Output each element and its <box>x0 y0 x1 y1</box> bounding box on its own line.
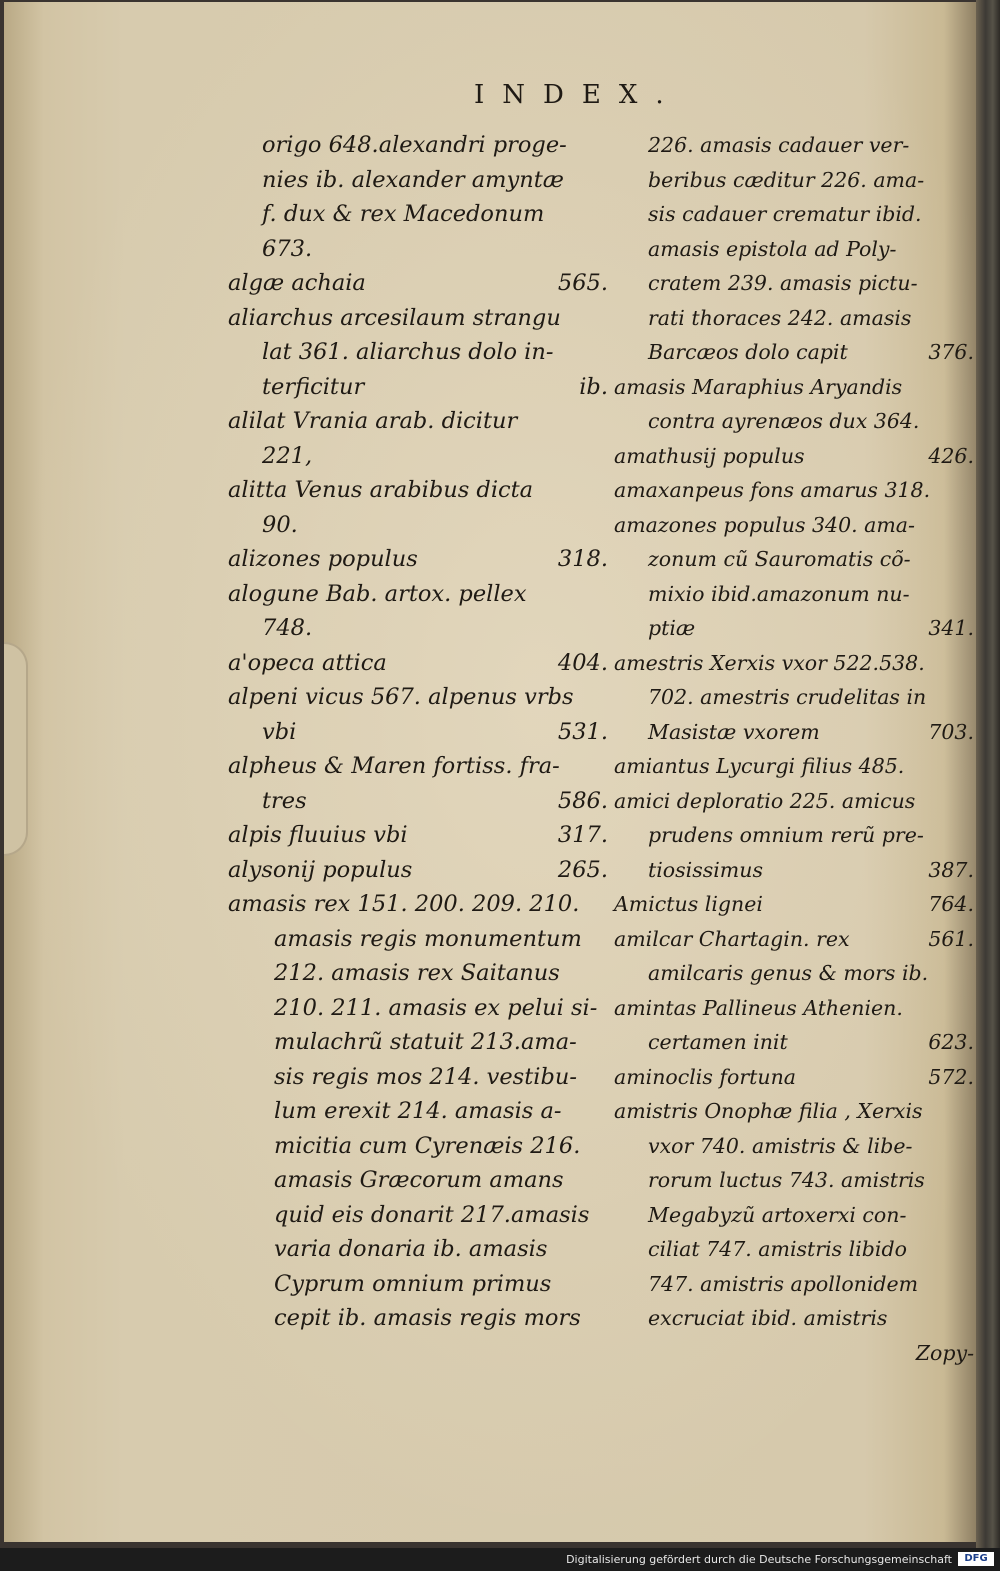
index-entry-line <box>228 197 608 232</box>
index-entry-text: f. dux & rex Macedonum <box>262 201 545 227</box>
index-entry-line <box>614 715 974 750</box>
index-entry-line <box>228 715 608 750</box>
index-entry-line <box>228 818 608 853</box>
index-entry-text: Barcæos dolo capit <box>648 340 848 364</box>
index-entry-text: 748. <box>262 615 313 641</box>
index-entry-text: a'opeca attica <box>228 649 387 676</box>
index-entry-text: cratem 239. amasis pictu- <box>648 271 918 295</box>
index-entry-text: 226. amasis cadauer ver- <box>648 133 910 157</box>
index-entry-text: alpeni vicus 567. alpenus vrbs <box>228 684 574 710</box>
index-entry-text: Cyprum omnium primus <box>274 1270 552 1297</box>
index-entry-line <box>614 680 964 715</box>
index-entry-line <box>614 508 964 543</box>
index-entry-line <box>614 1336 974 1371</box>
index-entry-text: amaxanpeus fons amarus 318. <box>614 478 931 502</box>
index-entry-text: Zopy- <box>915 1340 974 1365</box>
index-entry-text: 702. amestris crudelitas in <box>648 685 927 709</box>
index-entry-line <box>228 335 608 370</box>
index-entry-line <box>614 301 964 336</box>
index-entry-line <box>614 611 974 646</box>
index-entry-text: 673. <box>262 235 313 262</box>
index-entry-text: lum erexit 214. amasis a- <box>274 1098 562 1124</box>
index-entry-text: nies ib. alexander amyntæ <box>262 166 564 193</box>
index-entry-text: tiosissimus <box>648 857 763 882</box>
index-entry-text: amintas Pallineus Athenien. <box>614 995 903 1020</box>
index-entry-text: alizones populus <box>228 546 418 572</box>
index-entry-text: mulachrũ statuit 213.ama- <box>274 1029 577 1055</box>
index-entry-line <box>228 404 608 439</box>
footer-bar <box>0 1548 1000 1571</box>
footer-credit: Digitalisierung gefördert durch die Deutsche Forschungsgemeinschaft <box>566 1553 952 1566</box>
index-entry-line <box>614 1163 964 1198</box>
index-entry-line <box>614 1198 964 1233</box>
index-entry-text: amiantus Lycurgi filius 485. <box>614 754 905 778</box>
index-entry-page-number: 318. <box>557 546 608 572</box>
index-entry-line <box>614 1025 974 1060</box>
index-entry-text: alitta Venus arabibus dicta <box>228 477 534 503</box>
index-entry-line <box>614 784 964 819</box>
index-entry-page-number: 404. <box>557 649 608 676</box>
index-entry-line <box>228 473 608 508</box>
index-entry-line <box>228 887 608 922</box>
index-entry-line <box>228 749 608 784</box>
index-entry-text: varia donaria ib. amasis <box>274 1236 548 1262</box>
index-entry-text: sis regis mos 214. vestibu- <box>274 1063 577 1090</box>
index-entry-line <box>228 232 608 267</box>
index-column-right <box>614 128 974 1370</box>
index-entry-text: 221, <box>262 442 313 469</box>
index-entry-text: certamen init <box>648 1030 788 1054</box>
index-entry-text: rorum luctus 743. amistris <box>648 1168 925 1192</box>
index-entry-line <box>614 956 964 991</box>
index-entry-page-number: 341. <box>928 616 974 640</box>
index-entry-page-number: 387. <box>928 857 974 882</box>
index-entry-line <box>614 853 974 888</box>
index-entry-line <box>614 266 964 301</box>
index-entry-text: micitia cum Cyrenæis 216. <box>274 1132 581 1159</box>
index-entry-line <box>614 473 964 508</box>
index-entry-text: amasis epistola ad Poly- <box>648 236 897 261</box>
index-entry-line <box>614 370 964 405</box>
index-entry-line <box>228 680 608 715</box>
index-entry-text: amistris Onophæ filia , Xerxis <box>614 1099 923 1123</box>
index-entry-line <box>228 853 608 888</box>
index-entry-text: amilcaris genus & mors ib. <box>648 961 929 985</box>
index-entry-text: alogune Bab. artox. pellex <box>228 580 527 607</box>
index-entry-text: Masistæ vxorem <box>648 719 820 744</box>
index-entry-line <box>614 1129 964 1164</box>
index-entry-line <box>228 577 608 612</box>
index-entry-line <box>614 646 964 681</box>
index-entry-text: algæ achaia <box>228 270 366 296</box>
index-entry-text: amasis regis monumentum <box>274 925 582 952</box>
index-entry-text: cepit ib. amasis regis mors <box>274 1305 581 1331</box>
index-entry-text: aminoclis fortuna <box>614 1064 796 1089</box>
index-entry-text: sis cadauer crematur ibid. <box>648 202 922 226</box>
index-entry-text: terficitur <box>262 373 365 400</box>
index-entry-text: aliarchus arcesilaum strangu <box>228 304 561 331</box>
index-entry-page-number: ib. <box>579 373 608 400</box>
index-entry-line <box>228 542 608 577</box>
index-entry-text: 90. <box>262 511 298 538</box>
index-entry-line <box>228 784 608 819</box>
index-entry-text: 210. 211. amasis ex pelui si- <box>274 994 598 1021</box>
index-entry-line <box>614 542 964 577</box>
index-entry-line <box>614 922 974 957</box>
index-entry-text: ptiæ <box>648 616 696 640</box>
index-entry-line <box>228 611 608 646</box>
index-entry-line <box>614 887 974 922</box>
book-binding <box>976 0 1000 1548</box>
index-entry-line <box>614 1094 964 1129</box>
index-entry-text: alilat Vrania arab. dicitur <box>228 408 518 434</box>
index-entry-text: ciliat 747. amistris libido <box>648 1237 907 1261</box>
index-entry-text: contra ayrenæos dux 364. <box>648 409 920 433</box>
index-entry-page-number: 703. <box>928 719 974 744</box>
index-entry-text: amestris Xerxis vxor 522.538. <box>614 650 925 675</box>
index-entry-text: 747. amistris apollonidem <box>648 1271 919 1296</box>
index-entry-text: tres <box>262 787 307 814</box>
index-entry-text: mixio ibid.amazonum nu- <box>648 581 910 606</box>
index-entry-line <box>228 439 608 474</box>
index-entry-text: amilcar Chartagin. rex <box>614 926 850 951</box>
index-entry-page-number: 561. <box>928 926 974 951</box>
index-entry-page-number: 565. <box>557 270 608 296</box>
index-entry-line <box>228 646 608 681</box>
index-entry-text: amathusij populus <box>614 443 805 468</box>
index-entry-text: Amictus lignei <box>614 892 763 916</box>
index-entry-line <box>614 163 964 198</box>
index-entry-text: prudens omnium rerũ pre- <box>648 823 924 847</box>
index-entry-page-number: 531. <box>557 718 608 745</box>
index-entry-text: vbi <box>262 718 297 745</box>
index-entry-text: amazones populus 340. ama- <box>614 512 915 537</box>
index-entry-page-number: 586. <box>557 787 608 814</box>
index-entry-line <box>228 1301 608 1336</box>
index-entry-text: excruciat ibid. amistris <box>648 1306 888 1330</box>
index-entry-text: amasis rex 151. 200. 209. 210. <box>228 891 580 917</box>
index-entry-line <box>228 956 608 991</box>
index-entry-line <box>228 1129 608 1164</box>
index-entry-line <box>614 818 964 853</box>
index-entry-page-number: 764. <box>928 892 974 916</box>
index-entry-text: amasis Græcorum amans <box>274 1167 564 1193</box>
index-entry-page-number: 317. <box>557 822 608 848</box>
index-entry-text: 212. amasis rex Saitanus <box>274 960 560 986</box>
index-entry-line <box>228 1060 608 1095</box>
page-header: INDEX. <box>474 80 682 110</box>
index-entry-line <box>614 335 974 370</box>
index-entry-text: alysonij populus <box>228 856 413 883</box>
book-page <box>4 2 976 1542</box>
index-entry-text: amasis Maraphius Aryandis <box>614 374 903 399</box>
index-entry-text: alpheus & Maren fortiss. fra- <box>228 753 560 779</box>
index-entry-line <box>614 232 964 267</box>
index-entry-text: amici deploratio 225. amicus <box>614 788 916 813</box>
index-entry-line <box>228 1025 608 1060</box>
index-entry-line <box>228 128 608 163</box>
index-entry-text: Megabyzũ artoxerxi con- <box>648 1202 907 1227</box>
index-entry-line <box>614 749 964 784</box>
index-entry-line <box>614 577 964 612</box>
index-entry-line <box>614 128 964 163</box>
index-entry-text: rati thoraces 242. amasis <box>648 305 912 330</box>
index-entry-line <box>228 508 608 543</box>
index-entry-line <box>614 1267 964 1302</box>
index-entry-text: quid eis donarit 217.amasis <box>274 1201 590 1228</box>
index-entry-line <box>228 370 608 405</box>
index-entry-line <box>228 1163 608 1198</box>
index-entry-line <box>614 404 964 439</box>
index-entry-line <box>614 439 974 474</box>
index-entry-line <box>228 301 608 336</box>
index-entry-line <box>228 991 608 1026</box>
index-entry-page-number: 265. <box>557 856 608 883</box>
index-entry-line <box>614 197 964 232</box>
index-entry-line <box>228 1232 608 1267</box>
index-column-left <box>228 128 608 1336</box>
index-entry-page-number: 623. <box>928 1030 974 1054</box>
index-entry-line <box>614 1301 964 1336</box>
index-entry-page-number: 376. <box>928 340 974 364</box>
index-entry-text: vxor 740. amistris & libe- <box>648 1133 913 1158</box>
page-edge-tab <box>4 642 28 856</box>
index-entry-text: zonum cũ Sauromatis cõ- <box>648 547 911 571</box>
index-entry-line <box>228 266 608 301</box>
index-entry-line <box>614 1060 974 1095</box>
index-entry-line <box>228 163 608 198</box>
index-entry-text: beribus cæditur 226. ama- <box>648 167 925 192</box>
index-entry-text: alpis fluuius vbi <box>228 822 408 848</box>
index-entry-line <box>228 1094 608 1129</box>
index-entry-text: origo 648.alexandri proge- <box>262 132 567 158</box>
index-entry-line <box>614 1232 964 1267</box>
index-entry-line <box>614 991 964 1026</box>
index-entry-text: lat 361. aliarchus dolo in- <box>262 339 554 365</box>
index-entry-line <box>228 1267 608 1302</box>
index-entry-line <box>228 1198 608 1233</box>
index-entry-page-number: 426. <box>928 443 974 468</box>
dfg-logo: DFG <box>958 1552 994 1566</box>
index-entry-line <box>228 922 608 957</box>
index-entry-page-number: 572. <box>928 1064 974 1089</box>
